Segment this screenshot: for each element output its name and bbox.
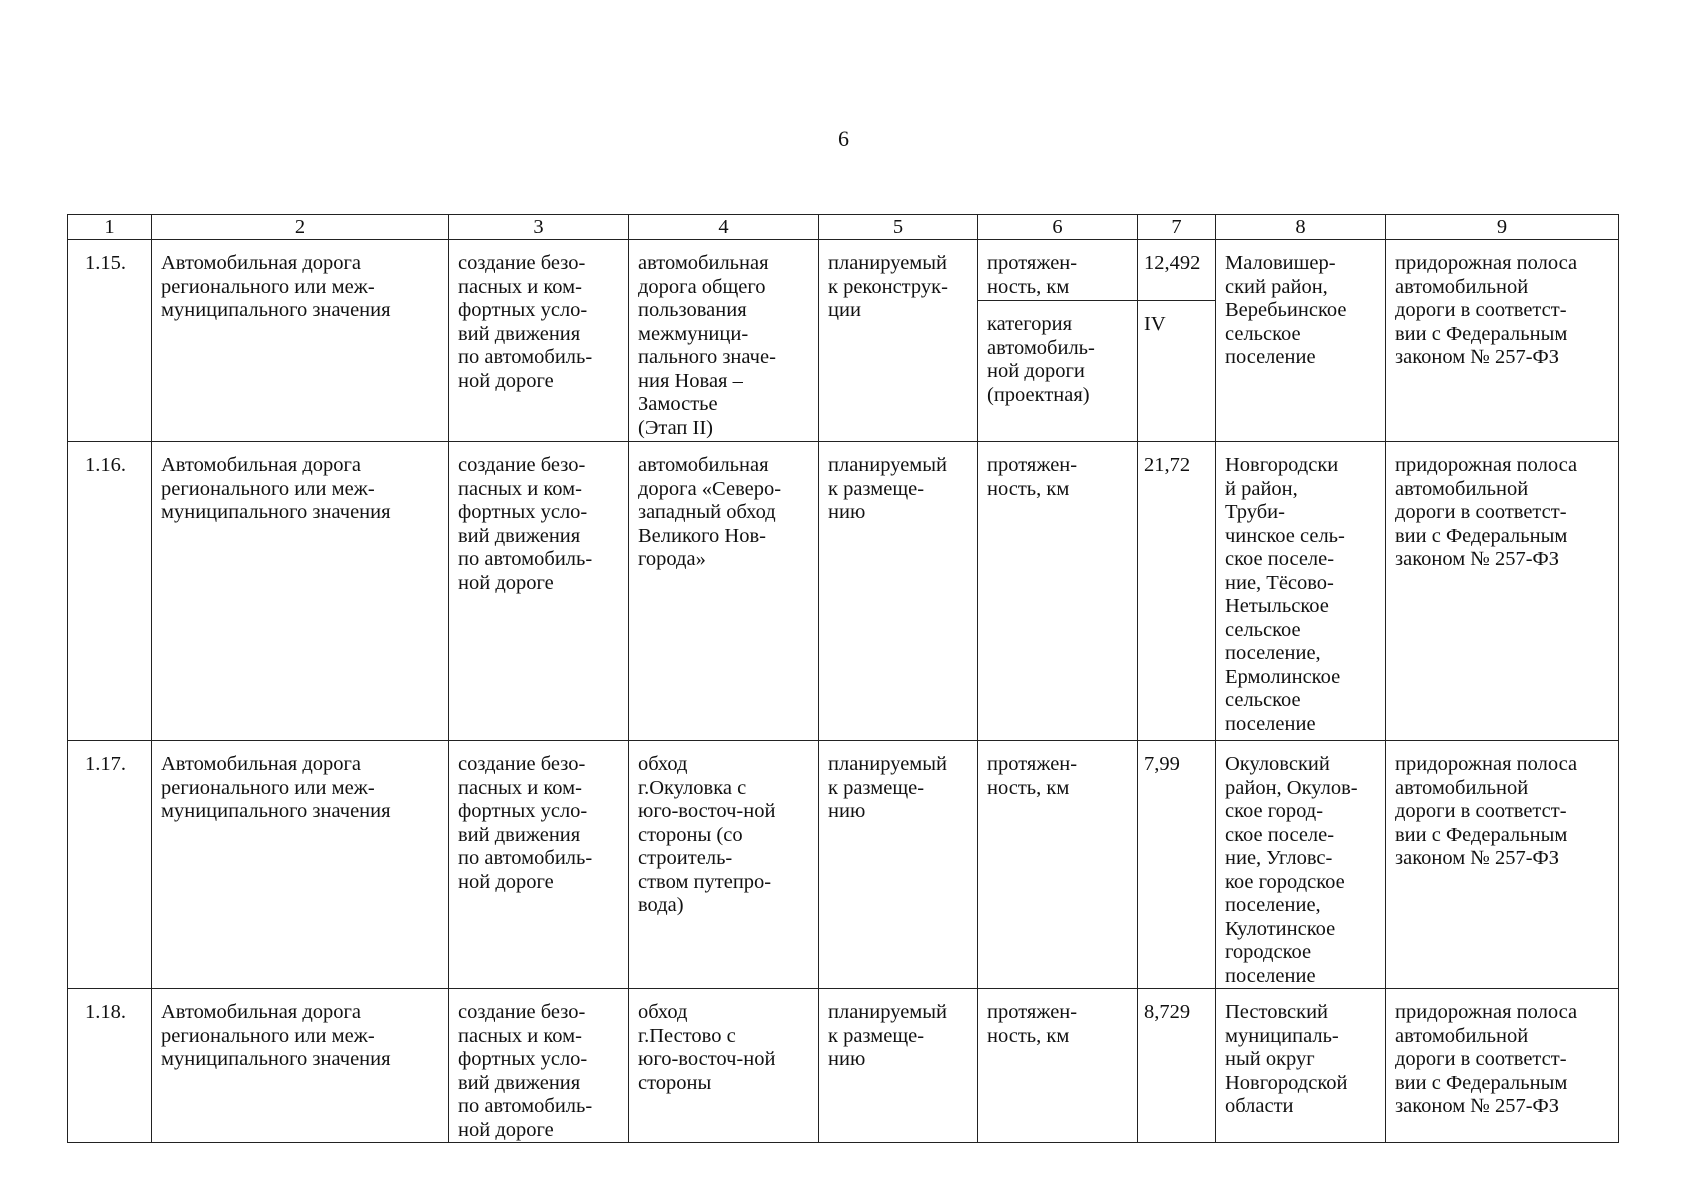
table-row — [68, 741, 1619, 989]
object-name-cell: автомобильная дорога «Северо- западный обход Великого Нов- города» — [629, 442, 819, 741]
object-type-cell: Автомобильная дорога регионального или меж- муниципального значения — [152, 741, 449, 989]
object-name-cell: обход г.Окуловка с юго-восточ-ной стороны (со строитель- ством путепро- вода) — [629, 741, 819, 989]
purpose-cell: создание безо- пасных и ком- фортных усло- вий движения по автомобиль- ной дороге — [449, 741, 629, 989]
characteristic-name-cell: протяжен- ность, км — [978, 442, 1138, 741]
location-cell: Новгородски й район, Труби- чинское сель- ское поселе- ние, Тёсово- Нетыльское сельское поселение, Ермолинское сельское поселение — [1216, 442, 1386, 741]
characteristic-name-cell: протяжен- ность, км — [978, 989, 1138, 1143]
characteristic-name-cell: протяжен- ность, км — [978, 240, 1138, 301]
column-header: 7 — [1138, 215, 1216, 240]
object-type-cell: Автомобильная дорога регионального или меж- муниципального значения — [152, 240, 449, 442]
status-cell: планируемый к реконструк- ции — [819, 240, 978, 442]
table-row — [68, 240, 1619, 301]
characteristic-value-cell: IV — [1138, 301, 1216, 442]
purpose-cell: создание безо- пасных и ком- фортных усло- вий движения по автомобиль- ной дороге — [449, 240, 629, 442]
column-header: 6 — [978, 215, 1138, 240]
status-cell: планируемый к размеще- нию — [819, 989, 978, 1143]
row-number: 1.16. — [68, 442, 152, 741]
table-header-row — [68, 215, 1619, 240]
row-number: 1.15. — [68, 240, 152, 442]
row-number: 1.17. — [68, 741, 152, 989]
location-cell: Пестовский муниципаль- ный округ Новгородской области — [1216, 989, 1386, 1143]
table-row — [68, 989, 1619, 1143]
object-type-cell: Автомобильная дорога регионального или меж- муниципального значения — [152, 442, 449, 741]
purpose-cell: создание безо- пасных и ком- фортных усло- вий движения по автомобиль- ной дороге — [449, 442, 629, 741]
status-cell: планируемый к размеще- нию — [819, 442, 978, 741]
page-number: 6 — [838, 126, 849, 151]
object-name-cell: обход г.Пестово с юго-восточ-ной стороны — [629, 989, 819, 1143]
zone-cell: придорожная полоса автомобильной дороги в соответст- вии с Федеральным законом № 257-ФЗ — [1386, 442, 1619, 741]
location-cell: Окуловский район, Окулов- ское город- ское поселе- ние, Угловс- кое городское поселение, Кулотинское городское поселение — [1216, 741, 1386, 989]
characteristic-value-cell: 7,99 — [1138, 741, 1216, 989]
purpose-cell: создание безо- пасных и ком- фортных усло- вий движения по автомобиль- ной дороге — [449, 989, 629, 1143]
characteristic-name-cell: протяжен- ность, км — [978, 741, 1138, 989]
column-header: 9 — [1386, 215, 1619, 240]
zone-cell: придорожная полоса автомобильной дороги в соответст- вии с Федеральным законом № 257-ФЗ — [1386, 989, 1619, 1143]
object-type-cell: Автомобильная дорога регионального или меж- муниципального значения — [152, 989, 449, 1143]
objects-table — [67, 214, 1619, 1143]
column-header: 1 — [68, 215, 152, 240]
object-name-cell: автомобильная дорога общего пользования межмуници- пального значе- ния Новая – Замостье (Этап II) — [629, 240, 819, 442]
column-header: 5 — [819, 215, 978, 240]
column-header: 2 — [152, 215, 449, 240]
column-header: 8 — [1216, 215, 1386, 240]
table-row — [68, 442, 1619, 741]
characteristic-name-cell: категория автомобиль- ной дороги (проектная) — [978, 301, 1138, 442]
characteristic-value-cell: 12,492 — [1138, 240, 1216, 301]
column-header: 4 — [629, 215, 819, 240]
location-cell: Маловишер- ский район, Веребьинское сельское поселение — [1216, 240, 1386, 442]
row-number: 1.18. — [68, 989, 152, 1143]
zone-cell: придорожная полоса автомобильной дороги в соответст- вии с Федеральным законом № 257-ФЗ — [1386, 240, 1619, 442]
status-cell: планируемый к размеще- нию — [819, 741, 978, 989]
characteristic-value-cell: 8,729 — [1138, 989, 1216, 1143]
characteristic-value-cell: 21,72 — [1138, 442, 1216, 741]
zone-cell: придорожная полоса автомобильной дороги в соответст- вии с Федеральным законом № 257-ФЗ — [1386, 741, 1619, 989]
column-header: 3 — [449, 215, 629, 240]
